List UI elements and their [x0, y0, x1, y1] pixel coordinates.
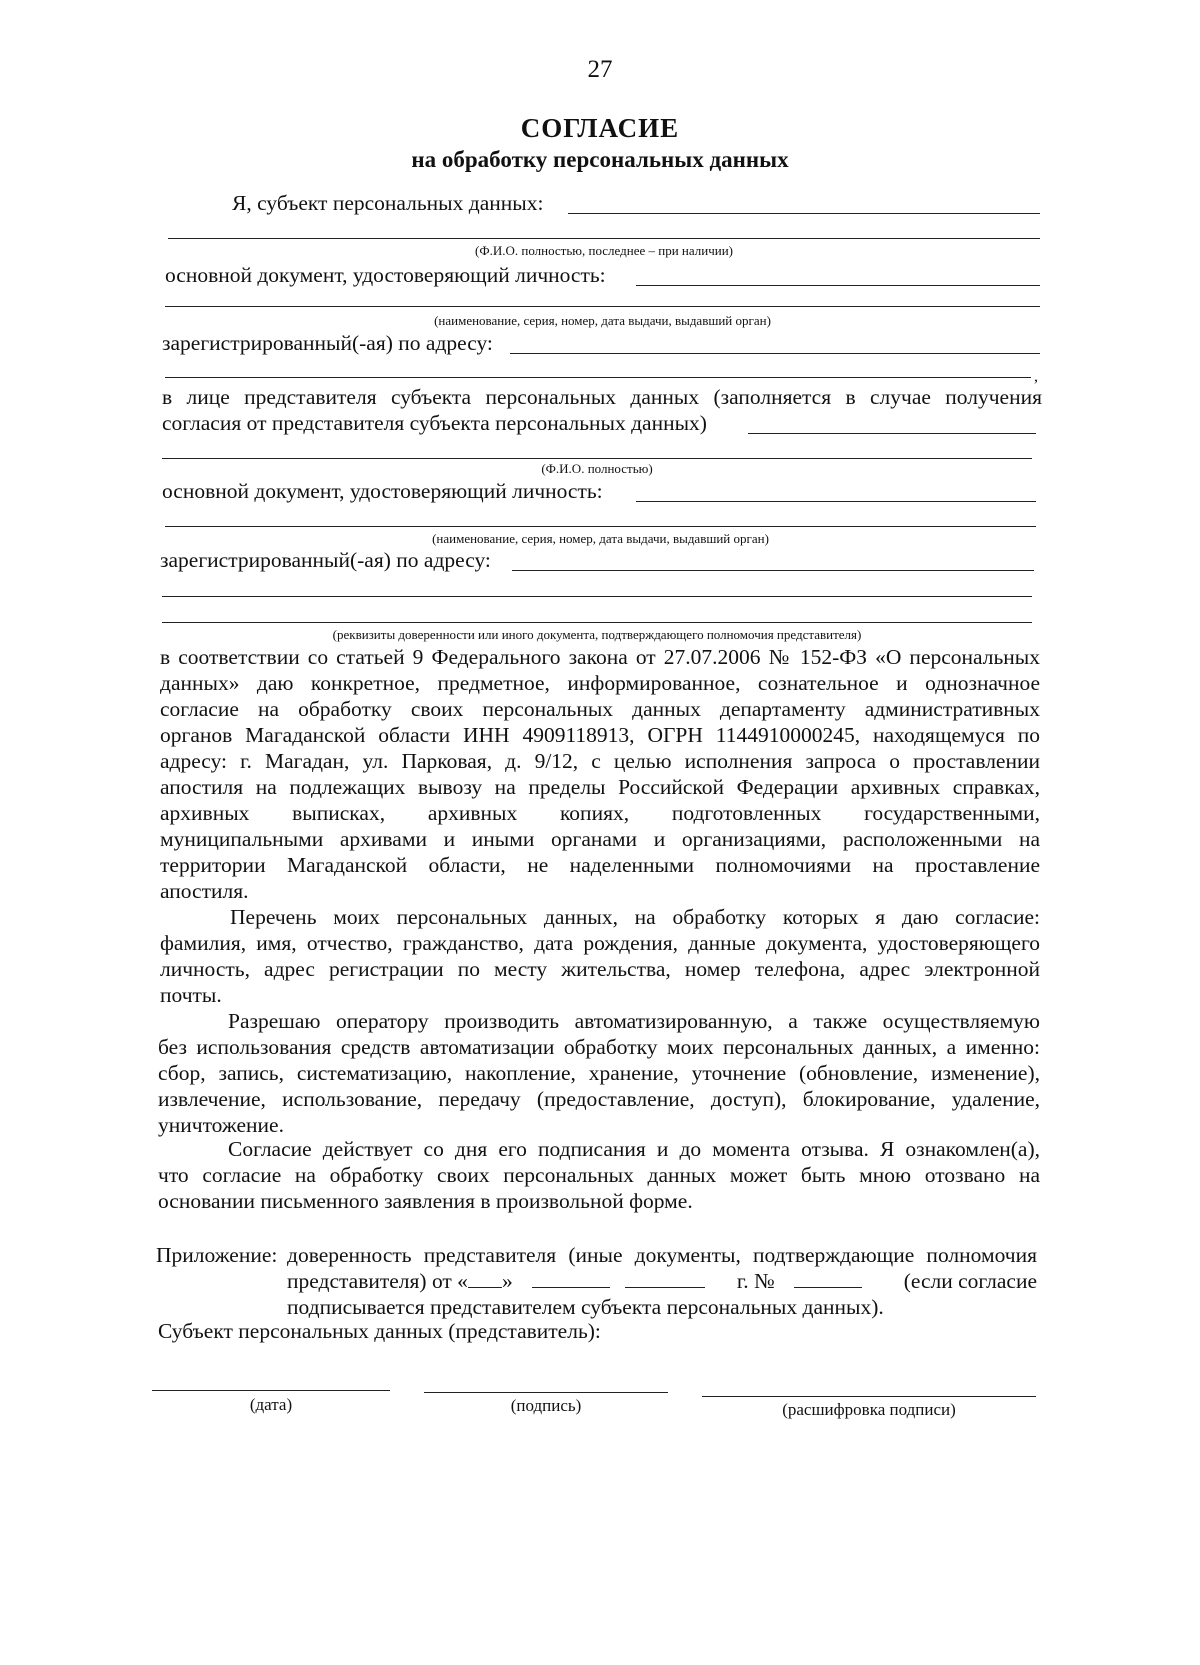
paragraph-line: без использования средств автоматизации обработку моих персональных данных, а именно:	[158, 1035, 1040, 1059]
signature-caption: (подпись)	[510, 1396, 582, 1415]
attachment-month-field[interactable]	[532, 1269, 610, 1288]
paragraph-line: основании письменного заявления в произвольной форме.	[158, 1189, 693, 1213]
attachment-day-field[interactable]	[468, 1269, 502, 1288]
subject-label: Я, субъект персональных данных:	[232, 191, 544, 215]
representative-text-2: согласия от представителя субъекта персональных данных)	[162, 411, 707, 435]
subject-doc-field-2[interactable]	[165, 306, 1040, 307]
consent-paragraph-1	[160, 644, 1040, 904]
subject-fio-field-2[interactable]	[168, 238, 1040, 239]
representative-fio-field[interactable]	[748, 433, 1036, 434]
paragraph-line: в соответствии со статьей 9 Федерального закона от 27.07.2006 № 152-ФЗ «О персональных	[160, 645, 1040, 669]
paragraph-line: адресу: г. Магадан, ул. Парковая, д. 9/12, с целью исполнения запроса о проставлении	[160, 749, 1040, 773]
attachment-year-field[interactable]	[625, 1269, 705, 1288]
subject-address-field[interactable]	[510, 353, 1040, 354]
attachment-label: Приложение:	[156, 1243, 278, 1267]
consent-paragraph-2	[160, 904, 1040, 1008]
representative-address-field-2[interactable]	[162, 596, 1032, 597]
paragraph-line: сбор, запись, систематизацию, накопление, хранение, уточнение (обновление, изменение),	[158, 1061, 1040, 1085]
consent-paragraph-3	[158, 1008, 1040, 1138]
paragraph-line: органов Магаданской области ИНН 4909118913, ОГРН 1144910000245, находящемуся по	[160, 723, 1040, 747]
representative-address-field[interactable]	[512, 570, 1034, 571]
signature-label: Субъект персональных данных (представитель):	[158, 1319, 601, 1343]
attachment-number-field[interactable]	[794, 1269, 862, 1288]
paragraph-line: согласие на обработку своих персональных данных департаменту административных	[160, 697, 1040, 721]
subject-address-field-2[interactable]	[165, 377, 1031, 378]
paragraph-line: почты.	[160, 983, 222, 1007]
document-subtitle: на обработку персональных данных	[411, 147, 789, 172]
attachment-line-2: представителя) от « » г. № (если согласие	[287, 1269, 1037, 1293]
paragraph-line: извлечение, использование, передачу (предоставление, доступ), блокирование, удаление,	[158, 1087, 1040, 1111]
paragraph-line: Разрешаю оператору производить автоматизированную, а также осуществляемую	[228, 1009, 1040, 1033]
paragraph-line: апостиля на подлежащих вывозу на пределы Российской Федерации архивных справках,	[160, 775, 1040, 799]
paragraph-line: уничтожение.	[158, 1113, 284, 1137]
signature-field[interactable]	[424, 1392, 668, 1393]
consent-paragraph-4	[158, 1136, 1040, 1214]
representative-text: в лице представителя субъекта персональных данных (заполняется в случае получения	[162, 385, 1042, 409]
paragraph-line: личность, адрес регистрации по месту жительства, номер телефона, адрес электронной	[160, 957, 1040, 981]
representative-power-field[interactable]	[162, 622, 1032, 623]
page-number: 27	[587, 56, 613, 83]
representative-doc-field[interactable]	[636, 501, 1036, 502]
paragraph-line: муниципальными архивами и иными органами и организациями, расположенными на	[160, 827, 1040, 851]
paragraph-line: данных» даю конкретное, предметное, информированное, сознательное и однозначное	[160, 671, 1040, 695]
representative-doc-caption: (наименование, серия, номер, дата выдачи, выдавший орган)	[432, 531, 769, 546]
signature-decode-field[interactable]	[702, 1396, 1036, 1397]
paragraph-line: территории Магаданской области, не наделенными полномочиями на проставление	[160, 853, 1040, 877]
paragraph-line: архивных выписках, архивных копиях, подготовленных государственными,	[160, 801, 1040, 825]
representative-doc-field-2[interactable]	[165, 526, 1036, 527]
subject-fio-field[interactable]	[568, 213, 1040, 214]
subject-doc-caption: (наименование, серия, номер, дата выдачи, выдавший орган)	[434, 313, 771, 328]
representative-fio-field-2[interactable]	[162, 458, 1032, 459]
document-title: СОГЛАСИЕ	[520, 113, 680, 143]
subject-doc-field[interactable]	[636, 285, 1040, 286]
paragraph-line: Перечень моих персональных данных, на обработку которых я даю согласие:	[230, 905, 1040, 929]
representative-fio-caption: (Ф.И.О. полностью)	[541, 461, 653, 476]
subject-fio-caption: (Ф.И.О. полностью, последнее – при наличии)	[474, 243, 733, 258]
attachment-line-1: доверенность представителя (иные документы, подтверждающие полномочия	[287, 1243, 1037, 1267]
date-caption: (дата)	[249, 1395, 293, 1414]
subject-address-label: зарегистрированный(-ая) по адресу:	[162, 331, 493, 355]
signature-decode-caption: (расшифровка подписи)	[782, 1400, 956, 1419]
subject-doc-label: основной документ, удостоверяющий личность:	[165, 263, 606, 287]
paragraph-line: апостиля.	[160, 879, 249, 903]
representative-power-caption: (реквизиты доверенности или иного документа, подтверждающего полномочия представителя)	[332, 627, 862, 642]
paragraph-line: фамилия, имя, отчество, гражданство, дата рождения, данные документа, удостоверяющего	[160, 931, 1040, 955]
paragraph-line: Согласие действует со дня его подписания и до момента отзыва. Я ознакомлен(а),	[228, 1137, 1040, 1161]
representative-address-label: зарегистрированный(-ая) по адресу:	[160, 548, 491, 572]
representative-doc-label: основной документ, удостоверяющий личность:	[162, 479, 603, 503]
paragraph-line: что согласие на обработку своих персональных данных может быть мною отозвано на	[158, 1163, 1040, 1187]
date-field[interactable]	[152, 1390, 390, 1391]
attachment-line-3: подписывается представителем субъекта персональных данных).	[287, 1295, 884, 1319]
